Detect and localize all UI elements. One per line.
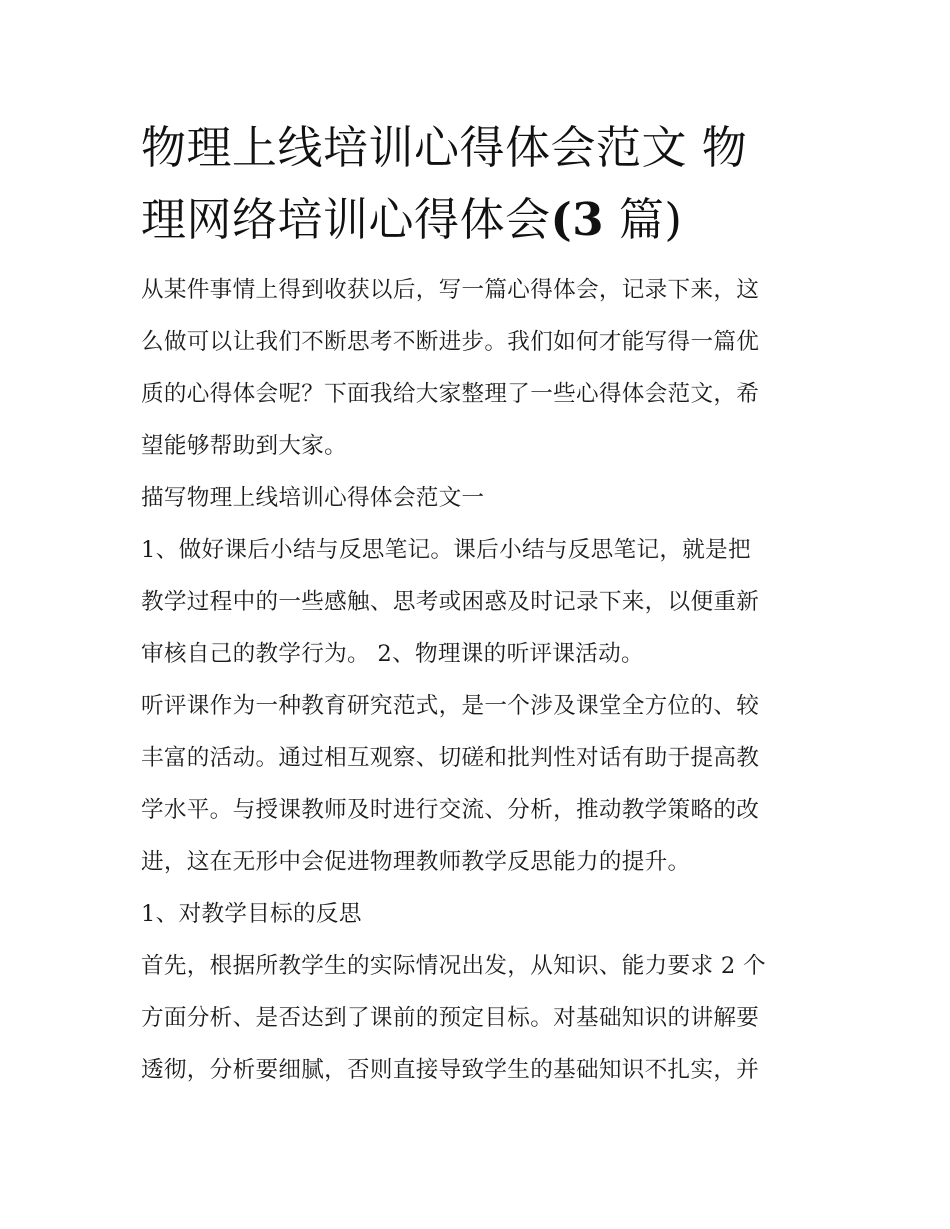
text-line: 首先，根据所教学生的实际情况出发，从知识、能力要求 2 个 (141, 953, 766, 979)
document-body (141, 264, 813, 1096)
subsection-heading (141, 888, 813, 940)
text-line: 质的心得体会呢？下面我给大家整理了一些心得体会范文，希 (141, 381, 760, 407)
paragraph-point-1 (141, 524, 813, 680)
text-line: 描写物理上线培训心得体会范文一 (141, 485, 485, 511)
text-line: 方面分析、是否达到了课前的预定目标。对基础知识的讲解要 (141, 1005, 760, 1031)
text-line: 1、做好课后小结与反思笔记。课后小结与反思笔记，就是把 (141, 537, 751, 563)
text-line: 进，这在无形中会促进物理教师教学反思能力的提升。 (141, 849, 691, 875)
document-title (141, 112, 813, 256)
text-line: 学水平。与授课教师及时进行交流、分析，推动教学策略的改 (141, 797, 760, 823)
title-line-2 (141, 184, 813, 256)
paragraph-intro (141, 264, 813, 472)
text-line: 望能够帮助到大家。 (141, 433, 348, 459)
title-line-2-text: 理网络培训心得体会 (141, 193, 551, 246)
text-line: 透彻，分析要细腻，否则直接导致学生的基础知识不扎实，并 (141, 1057, 760, 1083)
title-suffix: 篇) (604, 193, 683, 246)
title-line-1: 物理上线培训心得体会范文 物 (141, 121, 748, 174)
paragraph-evaluation (141, 680, 813, 888)
text-line: 听评课作为一种教育研究范式，是一个涉及课堂全方位的、较 (141, 693, 760, 719)
paragraph-objectives (141, 940, 813, 1096)
text-line: 审核自己的教学行为。 2、物理课的听评课活动。 (141, 641, 644, 667)
title-count: (3 (550, 193, 605, 246)
text-line: 么做可以让我们不断思考不断进步。我们如何才能写得一篇优 (141, 329, 760, 355)
document-page (141, 112, 813, 1096)
text-line: 丰富的活动。通过相互观察、切磋和批判性对话有助于提高教 (141, 745, 760, 771)
section-heading (141, 472, 813, 524)
text-line: 1、对教学目标的反思 (141, 901, 362, 927)
text-line: 从某件事情上得到收获以后，写一篇心得体会，记录下来，这 (141, 277, 760, 303)
text-line: 教学过程中的一些感触、思考或困惑及时记录下来，以便重新 (141, 589, 760, 615)
